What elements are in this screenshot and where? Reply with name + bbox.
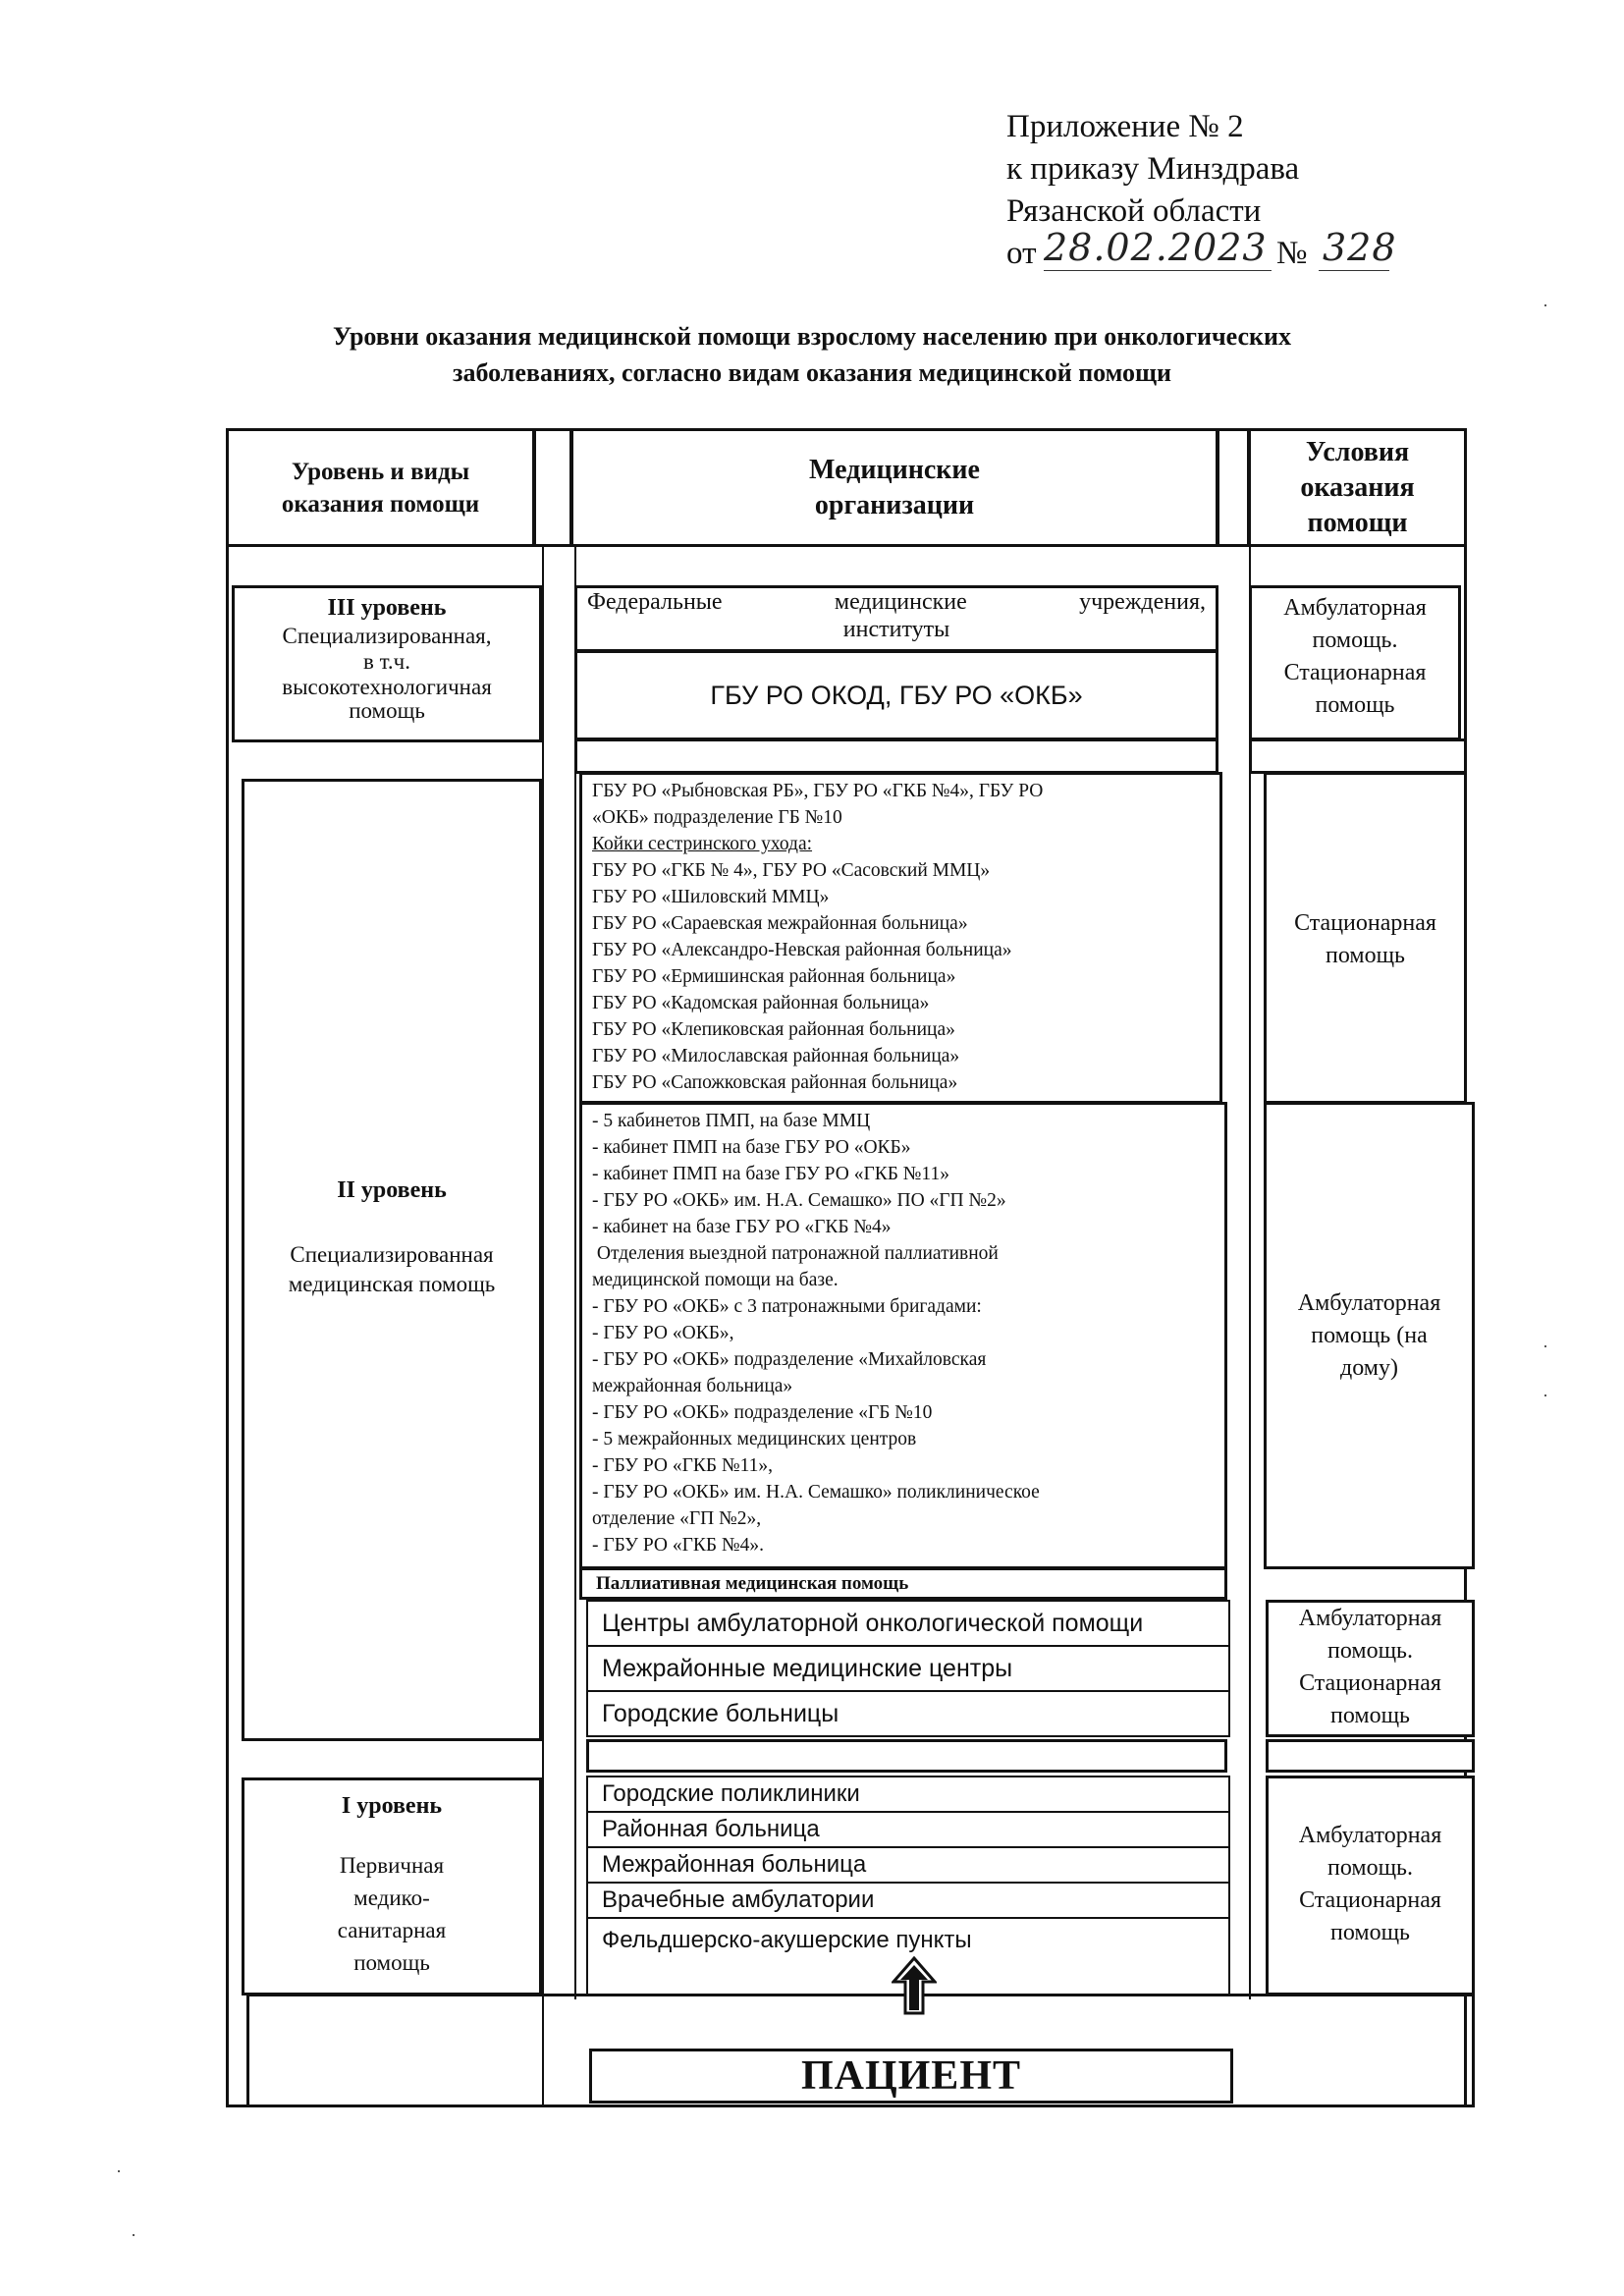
level-2-title: II уровень xyxy=(337,1177,447,1203)
title-line-2: заболеваниях, согласно видам оказания медицинской помощи xyxy=(453,358,1171,387)
level-3-desc-4: помощь xyxy=(349,698,425,723)
scan-speck xyxy=(1544,304,1546,306)
scan-speck xyxy=(133,2234,135,2236)
level-1-row-interdistrict-hospital: Межрайонная больница xyxy=(586,1846,1230,1884)
level-3-title: III уровень xyxy=(327,595,447,621)
inner-right-line xyxy=(1249,546,1251,1999)
level-1-title: I уровень xyxy=(341,1793,443,1819)
level-2-stationary-conditions: Стационарная помощь xyxy=(1264,772,1467,1104)
level-3-org-regional: ГБУ РО ОКОД, ГБУ РО «ОКБ» xyxy=(574,650,1218,740)
level-2-row-oncology-centers: Центры амбулаторной онкологической помощи xyxy=(586,1600,1230,1647)
date-underline xyxy=(1044,270,1272,271)
level-2-cell xyxy=(242,779,542,1741)
handwritten-date: 28.02.2023 xyxy=(1044,226,1268,269)
level-3-desc-1: Специализированная, xyxy=(282,624,492,648)
number-underline xyxy=(1319,270,1389,271)
separator-bar-1 xyxy=(574,738,1218,774)
header-conditions-cell xyxy=(1248,428,1467,547)
appendix-line-2: к приказу Минздрава xyxy=(1006,151,1300,187)
level-2-stationary-orgs: ГБУ РО «Рыбновская РБ», ГБУ РО «ГКБ №4», ГБУ РО «ОКБ» подразделение ГБ №10 Койки сестринского ухода: ГБУ РО «ГКБ № 4», ГБУ РО «Сасовский ММЦ» ГБУ РО «Шиловский ММЦ» ГБУ РО «Сараевская межрайонная больница» ГБУ РО «Александро-Невская районная больница» ГБУ РО «Ермишинская районная больница» ГБУ РО «Кадомская районная больница» ГБУ РО «Клепиковская районная больница» ГБУ РО «Милославская районная больница» ГБУ РО «Сапожковская районная больница» xyxy=(579,772,1222,1104)
scan-speck xyxy=(118,2170,120,2172)
level-1-row-city-polyclinics: Городские поликлиники xyxy=(586,1776,1230,1813)
header-cond-line-3: помощи xyxy=(1307,507,1408,538)
separator-bar-2 xyxy=(1249,738,1467,774)
level-1-row-feldsher-points: Фельдшерско-акушерские пункты xyxy=(586,1917,1230,1995)
separator-bar-3 xyxy=(586,1739,1227,1773)
level-1-desc-1: Первичная xyxy=(339,1853,445,1878)
header-org-line-2: организации xyxy=(814,489,975,520)
level-3-org-federal: Федеральные медицинские учреждения, институты xyxy=(574,585,1218,652)
level-3-conditions: Амбулаторная помощь. Стационарная помощь xyxy=(1249,585,1461,740)
appendix-line-3: Рязанской области xyxy=(1006,193,1262,229)
appendix-line-4 xyxy=(1006,226,1419,275)
level-1-row-district-hospital: Районная больница xyxy=(586,1811,1230,1848)
date-prefix: от xyxy=(1006,236,1037,271)
level-2-row-city-hospitals: Городские больницы xyxy=(586,1690,1230,1737)
level-1-desc-3: санитарная xyxy=(337,1918,447,1942)
header-organizations-cell xyxy=(570,428,1218,547)
handwritten-number: 328 xyxy=(1323,226,1397,269)
level-3-desc-3: высокотехнологичная xyxy=(282,675,492,699)
level-2-desc-1: Специализированная xyxy=(290,1242,494,1267)
level-2-row-interdistrict-centers: Межрайонные медицинские центры xyxy=(586,1645,1230,1692)
document-title xyxy=(147,318,1477,391)
header-org-line-1: Медицинские xyxy=(809,454,980,485)
level-2-desc-2: медицинская помощь xyxy=(288,1272,496,1296)
appendix-line-1: Приложение № 2 xyxy=(1006,109,1244,144)
patient-box: ПАЦИЕНТ xyxy=(589,2049,1233,2104)
level-2-palliative-conditions: Амбулаторная помощь (на дому) xyxy=(1264,1102,1475,1569)
level-2-palliative-orgs: - 5 кабинетов ПМП, на базе ММЦ - кабинет ПМП на базе ГБУ РО «ОКБ» - кабинет ПМП на базе ГБУ РО «ГКБ №11» - ГБУ РО «ОКБ» им. Н.А. Семашко» ПО «ГП №2» - кабинет на базе ГБУ РО «ГКБ №4» Отделения выездной патронажной паллиативной медицинской помощи на базе. - ГБУ РО «ОКБ» с 3 патронажными бригадами: - ГБУ РО «ОКБ», - ГБУ РО «ОКБ» подразделение «Михайловская межрайонная больница» - ГБУ РО «ОКБ» подразделение «ГБ №10 - 5 межрайонных медицинских центров - ГБУ РО «ГКБ №11», - ГБУ РО «ОКБ» им. Н.А. Семашко» поликлиническое отделение «ГП №2», - ГБУ РО «ГКБ №4». xyxy=(579,1102,1227,1569)
level-3-cell xyxy=(232,585,542,742)
header-gap-cell xyxy=(533,428,572,547)
header-gap-cell-2 xyxy=(1217,428,1250,547)
header-cond-line-1: Условия xyxy=(1305,436,1410,467)
level-1-desc-4: помощь xyxy=(353,1950,430,1975)
level-1-cell xyxy=(242,1777,542,1995)
scan-speck xyxy=(1544,1345,1546,1347)
inner-left-line xyxy=(574,546,576,1999)
level-1-conditions: Амбулаторная помощь. Стационарная помощь xyxy=(1266,1776,1475,1995)
separator-bar-4 xyxy=(1266,1739,1475,1773)
level-1-row-medical-outpatient: Врачебные амбулатории xyxy=(586,1882,1230,1919)
palliative-label-row: Паллиативная медицинская помощь xyxy=(579,1567,1227,1600)
number-prefix: № xyxy=(1276,236,1308,271)
level-2-rows-conditions: Амбулаторная помощь. Стационарная помощь xyxy=(1266,1600,1475,1737)
scan-speck xyxy=(1544,1394,1546,1396)
title-line-1: Уровни оказания медицинской помощи взрослому населению при онкологических xyxy=(333,322,1291,351)
header-cond-line-2: оказания xyxy=(1300,471,1415,503)
level-3-desc-2: в т.ч. xyxy=(363,649,410,674)
level-1-desc-2: медико- xyxy=(353,1886,430,1910)
header-level-cell: Уровень и виды оказания помощи xyxy=(226,428,535,547)
appendix-block xyxy=(1006,106,1419,275)
arrow-up-icon xyxy=(892,1956,937,2015)
left-connector-line xyxy=(542,546,544,2107)
